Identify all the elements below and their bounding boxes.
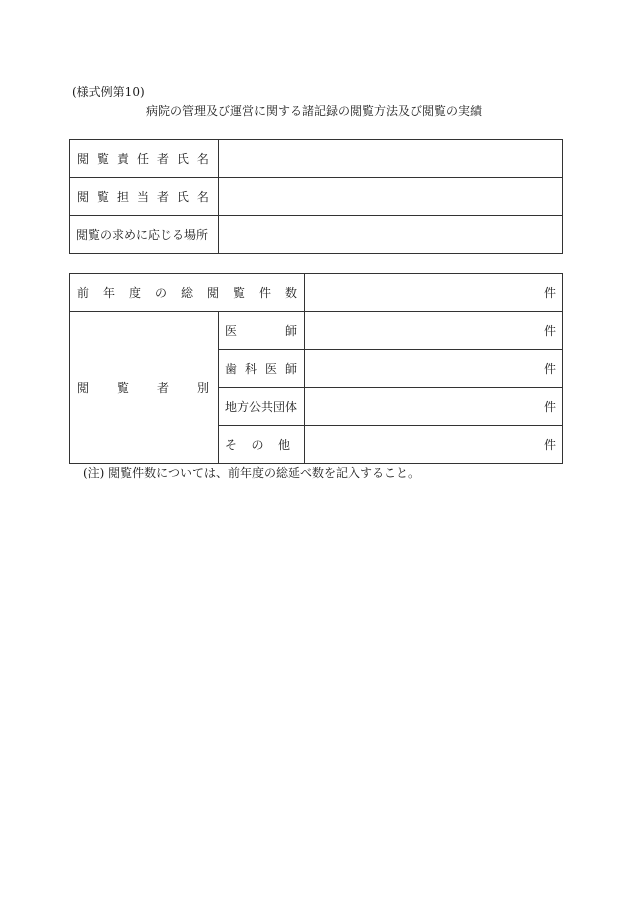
- label-char: 前: [77, 286, 90, 300]
- label-char: 責: [116, 152, 129, 166]
- dentist-count-cell[interactable]: [305, 350, 563, 388]
- label-char: の: [251, 438, 264, 452]
- label-char: 年: [103, 286, 116, 300]
- label-char: 他: [278, 438, 291, 452]
- viewing-place-value-cell[interactable]: [219, 216, 563, 254]
- local-government-label: 地方公共団体: [225, 400, 298, 414]
- form-number-label: (様式例第10): [72, 85, 145, 99]
- table-row: [70, 140, 563, 178]
- label-char: 氏: [176, 190, 189, 204]
- dentist-count-unit: 件: [544, 362, 557, 376]
- label-char: 件: [259, 286, 272, 300]
- local-government-label-cell: [219, 388, 305, 426]
- other-label-cell: [219, 426, 305, 464]
- doctor-label: [219, 322, 304, 339]
- label-char: 数: [285, 286, 298, 300]
- label-char: 科: [245, 362, 258, 376]
- label-char: 医: [225, 324, 238, 338]
- label-char: 師: [285, 362, 298, 376]
- doctor-count-unit: 件: [544, 324, 557, 338]
- responsible-person-label-cell: [70, 140, 219, 178]
- table-row: [70, 216, 563, 254]
- table-row: [70, 312, 563, 350]
- doctor-count-cell[interactable]: [305, 312, 563, 350]
- viewer-type-group-label: [70, 379, 218, 396]
- table-row: [70, 178, 563, 216]
- label-char: 覧: [96, 190, 109, 204]
- label-char: 名: [196, 190, 209, 204]
- dentist-label-cell: [219, 350, 305, 388]
- label-char: 者: [156, 381, 169, 395]
- label-char: の: [155, 286, 168, 300]
- label-char: 閲: [77, 152, 90, 166]
- total-count-value-cell[interactable]: [305, 274, 563, 312]
- label-char: 歯: [225, 362, 238, 376]
- responsible-person-value-cell[interactable]: [219, 140, 563, 178]
- footnote: (注) 閲覧件数については、前年度の総延べ数を記入すること。: [83, 466, 420, 480]
- total-count-label-cell: [70, 274, 305, 312]
- table-row: [70, 274, 563, 312]
- staff-person-label-cell: [70, 178, 219, 216]
- label-char: 者: [156, 190, 169, 204]
- local-government-count-unit: 件: [544, 400, 557, 414]
- doctor-label-cell: [219, 312, 305, 350]
- dentist-label: [219, 360, 304, 377]
- label-char: 別: [196, 381, 209, 395]
- other-count-unit: 件: [544, 438, 557, 452]
- viewing-place-label-cell: [70, 216, 219, 254]
- reviewer-info-table: [69, 139, 563, 254]
- label-char: 覧: [233, 286, 246, 300]
- other-label: [219, 436, 304, 453]
- document-title: 病院の管理及び運営に関する諸記録の閲覧方法及び閲覧の実績: [146, 104, 483, 118]
- viewing-stats-table: [69, 273, 563, 464]
- responsible-person-label: [70, 150, 218, 167]
- staff-person-label: [70, 188, 218, 205]
- label-char: 当: [136, 190, 149, 204]
- label-char: 閲: [207, 286, 220, 300]
- label-char: 任: [136, 152, 149, 166]
- label-char: 総: [181, 286, 194, 300]
- viewing-place-label: 閲覧の求めに応じる場所: [76, 228, 209, 242]
- label-char: 医: [265, 362, 278, 376]
- local-government-count-cell[interactable]: [305, 388, 563, 426]
- label-char: 閲: [77, 190, 90, 204]
- label-char: 者: [156, 152, 169, 166]
- label-char: 覧: [116, 381, 129, 395]
- label-char: 閲: [77, 381, 90, 395]
- label-char: 度: [129, 286, 142, 300]
- staff-person-value-cell[interactable]: [219, 178, 563, 216]
- label-char: 師: [285, 324, 298, 338]
- label-char: そ: [225, 438, 238, 452]
- label-char: 名: [196, 152, 209, 166]
- viewer-type-group-cell: [70, 312, 219, 464]
- total-count-label: [70, 284, 304, 301]
- label-char: 覧: [96, 152, 109, 166]
- label-char: 氏: [176, 152, 189, 166]
- label-char: 担: [116, 190, 129, 204]
- other-count-cell[interactable]: [305, 426, 563, 464]
- total-count-unit: 件: [544, 286, 557, 300]
